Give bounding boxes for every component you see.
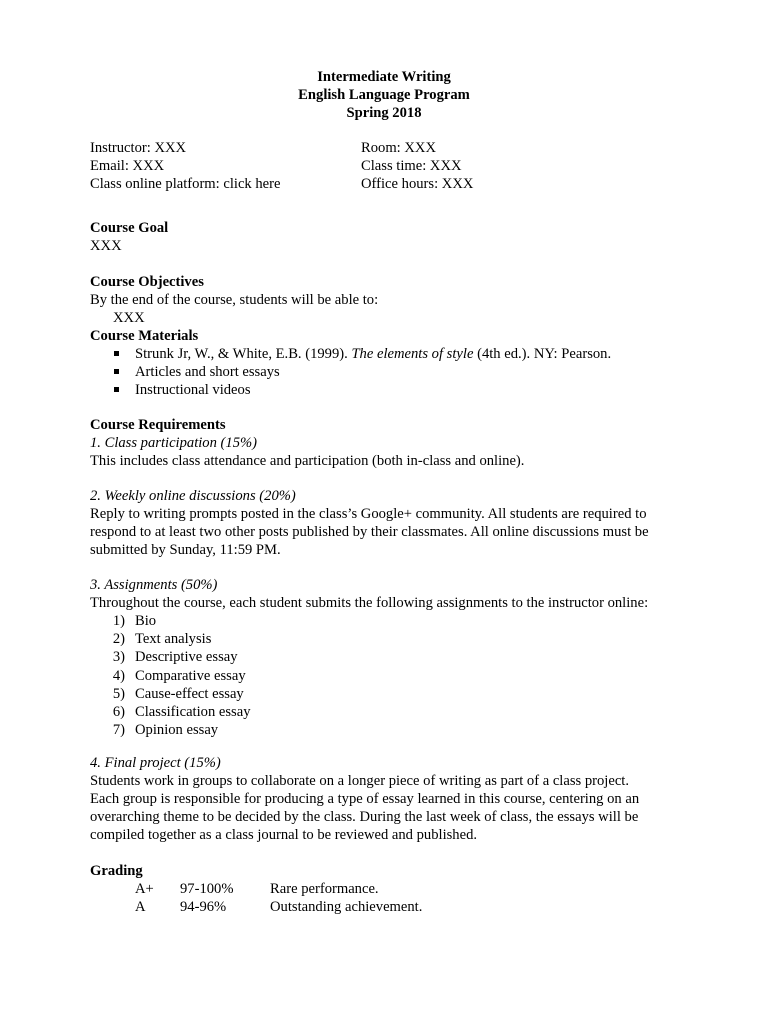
requirement-4-section [90, 754, 690, 844]
bullet-icon [114, 369, 119, 374]
grade-description: Rare performance. [270, 881, 379, 897]
requirement-4-line: Students work in groups to collaborate on a longer piece of writing as part of a class project. [90, 773, 630, 789]
instructor: Instructor: XXX [90, 140, 187, 156]
assignments-list [90, 612, 690, 739]
grade-description: Outstanding achievement. [270, 899, 423, 915]
course-objectives-intro: By the end of the course, students will be able to: [90, 292, 379, 308]
requirement-1-title: 1. Class participation (15%) [90, 435, 258, 451]
list-item: Articles and short essays [90, 363, 690, 381]
course-goal-heading: Course Goal [90, 220, 169, 236]
list-item: Instructional videos [90, 381, 690, 399]
course-goal-section [90, 219, 690, 255]
class-time: Class time: XXX [361, 158, 462, 174]
requirement-3-title: 3. Assignments (50%) [90, 577, 218, 593]
term: Spring 2018 [346, 105, 422, 121]
room: Room: XXX [361, 140, 436, 156]
requirement-4-title: 4. Final project (15%) [90, 755, 221, 771]
grading-section [90, 862, 690, 916]
course-requirements-heading: Course Requirements [90, 417, 226, 433]
course-materials-section [90, 327, 690, 399]
list-item: 2) Text analysis [112, 631, 212, 648]
grade-range: 97-100% [180, 881, 234, 897]
course-title: Intermediate Writing [317, 69, 451, 85]
course-info [90, 139, 690, 193]
list-item: 1) Bio [112, 613, 157, 629]
grading-heading: Grading [90, 863, 143, 879]
list-item: 3) Descriptive essay [112, 649, 238, 666]
office-hours: Office hours: XXX [361, 176, 474, 192]
grade-row [90, 880, 690, 898]
requirement-1-text: This includes class attendance and participation (both in-class and online). [90, 453, 525, 469]
list-item: 4) Comparative essay [112, 667, 246, 684]
course-requirements-section [90, 416, 690, 470]
grade-letter: A+ [135, 881, 154, 897]
requirement-3-intro: Throughout the course, each student submits the following assignments to the instructor online: [90, 595, 649, 611]
list-item: Strunk Jr, W., & White, E.B. (1999). The elements of style (4th ed.). NY: Pearson. [90, 345, 690, 363]
document-header [0, 68, 768, 122]
grade-letter: A [135, 899, 146, 915]
email: Email: XXX [90, 158, 165, 174]
list-item: 6) Classification essay [112, 703, 251, 720]
list-item: 7) Opinion essay [112, 722, 219, 739]
materials-list [90, 345, 690, 399]
bullet-icon [114, 387, 119, 392]
course-objectives-item: XXX [113, 310, 145, 326]
course-materials-heading: Course Materials [90, 328, 199, 344]
requirement-2-line: Reply to writing prompts posted in the class’s Google+ community. All students are required to [90, 506, 647, 522]
requirement-2-line: submitted by Sunday, 11:59 PM. [90, 542, 281, 558]
requirement-2-section [90, 487, 690, 559]
bullet-icon [114, 351, 119, 356]
course-goal-text: XXX [90, 238, 122, 254]
requirement-2-title: 2. Weekly online discussions (20%) [90, 488, 296, 504]
online-platform-link[interactable]: Class online platform: click here [90, 176, 281, 192]
program-name: English Language Program [298, 87, 470, 103]
requirement-2-line: respond to at least two other posts published by their classmates. All online discussions must be [90, 524, 649, 540]
requirement-4-line: overarching theme to be decided by the class. During the last week of class, the essays will be [90, 809, 639, 825]
requirement-4-line: Each group is responsible for producing a type of essay learned in this course, centering on an [90, 791, 640, 807]
requirement-3-section [90, 576, 690, 739]
grade-row [90, 898, 690, 916]
course-objectives-section [90, 273, 690, 327]
list-item: 5) Cause-effect essay [112, 685, 244, 702]
grade-range: 94-96% [180, 899, 227, 915]
course-objectives-heading: Course Objectives [90, 274, 204, 290]
requirement-4-line: compiled together as a class journal to be reviewed and published. [90, 827, 478, 843]
